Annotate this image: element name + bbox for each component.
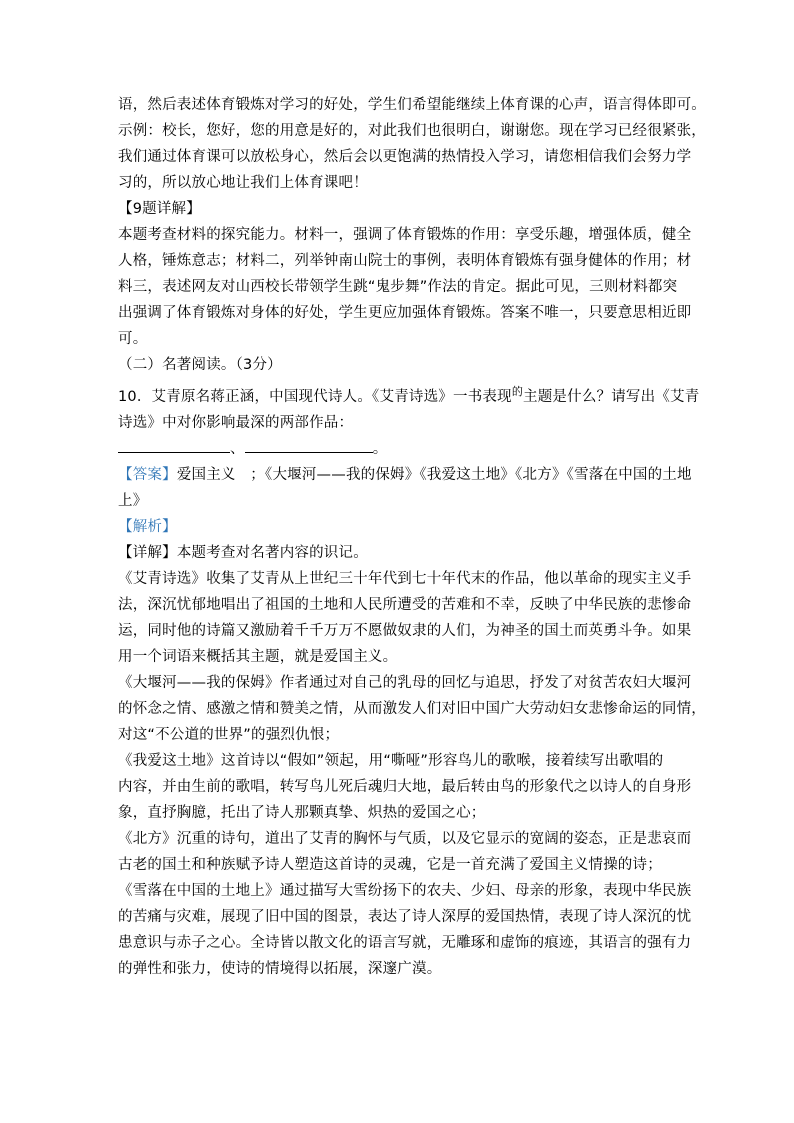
answer-line — [118, 462, 692, 488]
detail-text: 《艾青诗选》收集了艾青从上世纪三十年代到七十年代末的作品，他以革命的现实主义手 — [118, 571, 692, 587]
detail-text: 对这“不公道的世界”的强烈仇恨； — [118, 727, 340, 743]
q9-line: 本题考查材料的探究能力。材料一，强调了体育锻炼的作用：享受乐趣，增强体质，健全 — [118, 227, 692, 243]
detail-text: 内容，并由生前的歌唱，转写鸟儿死后魂归大地，最后转由鸟的形象代之以诗人的自身形 — [118, 779, 692, 795]
detail-text: 的弹性和张力，使诗的情境得以拓展，深邃广漠。 — [118, 961, 442, 977]
answer-text: 爱国主义 ；《大堰河——我的保姆》《我爱这土地》《北方》《雪落在中国的土地 — [176, 467, 692, 483]
q9-line: 出强调了体育锻炼对身体的好处，学生更应加强体育锻炼。答案不唯一，只要意思相近即 — [118, 305, 692, 321]
detail-intro: 本题考查对名著内容的识记。 — [176, 545, 368, 561]
q10-text: 10．艾青原名蒋正涵，中国现代诗人。《艾青诗选》一书表现 — [118, 389, 512, 405]
detail-text: 运，同时他的诗篇又激励着千千万万不愿做奴隶的人们，为神圣的国土而英勇斗争。如果 — [118, 623, 692, 639]
detail-text: 《大堰河——我的保姆》作者通过对自己的乳母的回忆与追思，抒发了对贫苦农妇大堰河 — [118, 675, 692, 691]
detail-text: 的怀念之情、感激之情和赞美之情，从而激发人们对旧中国广大劳动妇女悲惨命运的同情， — [118, 701, 706, 717]
detail-text: 法，深沉忧郁地唱出了祖国的土地和人民所遭受的苦难和不幸，反映了中华民族的悲惨命 — [118, 597, 692, 613]
detail-text: 古老的国土和种族赋予诗人塑造这首诗的灵魂，它是一首充满了爱国主义情操的诗； — [118, 857, 662, 873]
q10-question-line2: 诗选》中对你影响最深的两部作品： — [118, 415, 354, 431]
q10-text: 主题是什么？请写出《艾青 — [523, 389, 700, 405]
detail-line — [118, 540, 678, 566]
q9-line: 人格，锤炼意志；材料二，列举钟南山院士的事例，表明体育锻炼有强身健体的作用；材 — [118, 253, 692, 269]
document-page — [118, 92, 706, 982]
section-title: （二）名著阅读。（3分） — [118, 357, 282, 373]
detail-text: 患意识与赤子之心。全诗皆以散文化的语言写就，无雕琢和虚饰的痕迹，其语言的强有力 — [118, 935, 692, 951]
answer-blank-1 — [118, 438, 230, 453]
detail-text: 《北方》沉重的诗句，道出了艾青的胸怀与气质，以及它显示的宽阔的姿态，正是悲哀而 — [118, 831, 692, 847]
detail-text: 用一个词语来概括其主题，就是爱国主义。 — [118, 649, 398, 665]
detail-label: 【详解】 — [118, 545, 177, 561]
intro-line: 我们通过体育课可以放松身心，然后会以更饱满的热情投入学习，请您相信我们会努力学 — [118, 149, 692, 165]
analysis-label: 【解析】 — [118, 519, 177, 535]
intro-line: 示例：校长，您好，您的用意是好的，对此我们也很明白，谢谢您。现在学习已经很紧张， — [118, 123, 706, 139]
answer-line-cont: 上》 — [118, 493, 148, 509]
q9-line: 可。 — [118, 331, 148, 347]
intro-line: 习的，所以放心地让我们上体育课吧！ — [118, 175, 368, 191]
intro-line: 语，然后表述体育锻炼对学习的好处，学生们希望能继续上体育课的心声，语言得体即可。 — [118, 97, 706, 113]
answer-label: 【答案】 — [118, 467, 177, 483]
q9-line: 料三，表述网友对山西校长带领学生跳“鬼步舞”作法的肯定。据此可见，三则材料都突 — [118, 279, 678, 295]
blank-separator: 、 — [230, 441, 245, 457]
q9-heading: 【9题详解】 — [118, 201, 201, 217]
detail-text: 《我爱这土地》这首诗以“假如”领起，用“嘶哑”形容鸟儿的歌喉，接着续写出歌唱的 — [118, 753, 664, 769]
q10-superscript: 的 — [511, 385, 524, 398]
detail-text: 《雪落在中国的土地上》通过描写大雪纷扬下的农夫、少妇、母亲的形象，表现中华民族 — [118, 883, 692, 899]
q10-question-line1 — [118, 384, 700, 410]
detail-text: 象，直抒胸臆，托出了诗人那颗真挚、炽热的爱国之心； — [118, 805, 486, 821]
q10-blank-line — [118, 436, 678, 462]
blank-end: 。 — [372, 441, 388, 457]
answer-blank-2 — [245, 438, 373, 453]
detail-text: 的苦痛与灾难，展现了旧中国的图景，表达了诗人深厚的爱国热情，表现了诗人深沉的忧 — [118, 909, 692, 925]
